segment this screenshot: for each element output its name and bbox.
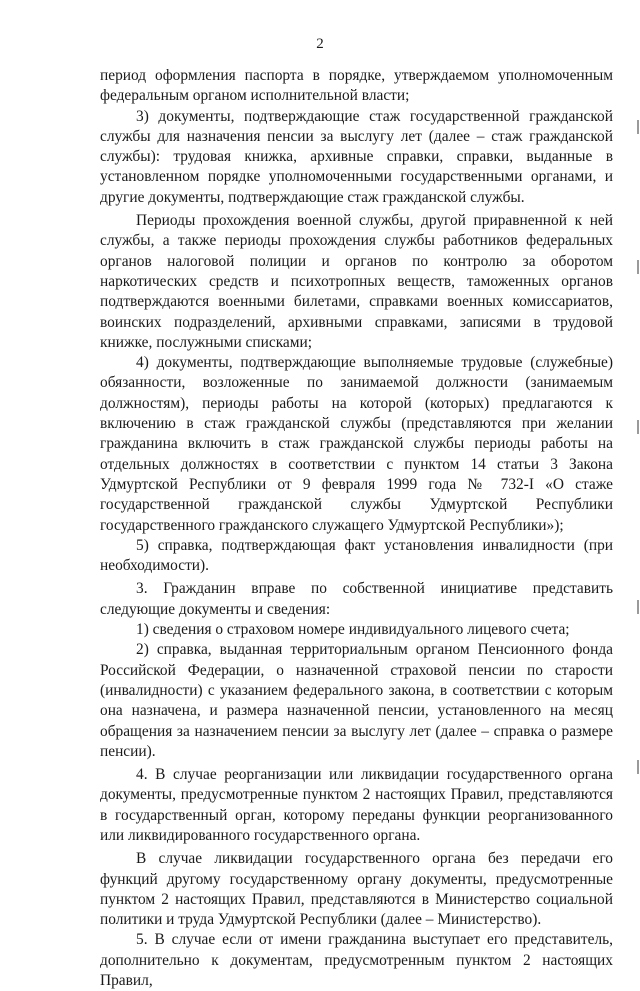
paragraph: 2) справка, выданная территориальным органом Пенсионного фонда Российской Федерации, о назначенной страховой пенсии по старости (инвалидности) с указанием федерального закона, в соответствии с которым она назначена, и размера назначенной пенсии, установленного на месяц обращения за назначением пенсии за выслугу лет (далее – справка о размере пенсии). [100,641,613,760]
paragraph: 3. Гражданин вправе по собственной инициативе представить следующие документы и сведения: [100,580,613,618]
paragraph: В случае ликвидации государственного органа без передачи его функций другому государственному органу документы, предусмотренные пунктом 2 настоящих Правил, представляются в Министерство социальной политики и труда Удмуртской Республики (далее – Министерство). [100,850,613,929]
scan-mark [637,420,639,434]
scan-mark [637,600,639,614]
paragraph: период оформления паспорта в порядке, утверждаемом уполномоченным федеральным органом исполнительной власти; [100,67,613,105]
paragraph: 3) документы, подтверждающие стаж государственной гражданской службы для назначения пенсии за выслугу лет (далее – стаж гражданской службы): трудовая книжка, архивные справки, справки, выданные в установленном порядке уполномоченными государственными органами, и другие документы, подтверждающие стаж гражданской службы. [100,107,613,206]
paragraph: 4. В случае реорганизации или ликвидации государственного органа документы, предусмотренные пунктом 2 настоящих Правил, представляются в государственный орган, которому переданы функции реорганизованного или ликвидированного государственного органа. [100,766,613,844]
document-body [100,66,613,991]
page-number: 2 [316,36,324,52]
paragraph: Периоды прохождения военной службы, другой приравненной к ней службы, а также периоды прохождения службы работников федеральных органов налоговой полиции и органов по контролю за оборотом наркотических средств и психотропных веществ, таможенных органов подтверждаются военными билетами, справками военных комиссариатов, воинских подразделений, архивными справками, записями в трудовой книжке, послужными списками; [100,212,613,351]
paragraph: 5. В случае если от имени гражданина выступает его представитель, дополнительно к документам, предусмотренным пунктом 2 настоящих Правил, [100,931,613,990]
paragraph: 4) документы, подтверждающие выполняемые трудовые (служебные) обязанности, возложенные по занимаемой должности (занимаемым должностям), периоды работы на которой (которых) предлагаются к включению в стаж гражданской службы (представляются при желании гражданина включить в стаж гражданской службы периоды работы на отдельных должностях в соответствии с пунктом 14 статьи 3 Закона Удмуртской Республики от 9 февраля 1999 года № 732-I «О стаже государственной гражданской службы Удмуртской Республики государственного гражданского служащего Удмуртской Республики»); [100,354,613,534]
scan-mark [637,120,639,134]
scan-mark [637,760,639,774]
scan-edge-marks [634,0,640,905]
paragraph: 5) справка, подтверждающая факт установления инвалидности (при необходимости). [100,536,613,575]
scan-mark [637,260,639,274]
paragraph: 1) сведения о страховом номере индивидуального лицевого счета; [136,621,570,639]
